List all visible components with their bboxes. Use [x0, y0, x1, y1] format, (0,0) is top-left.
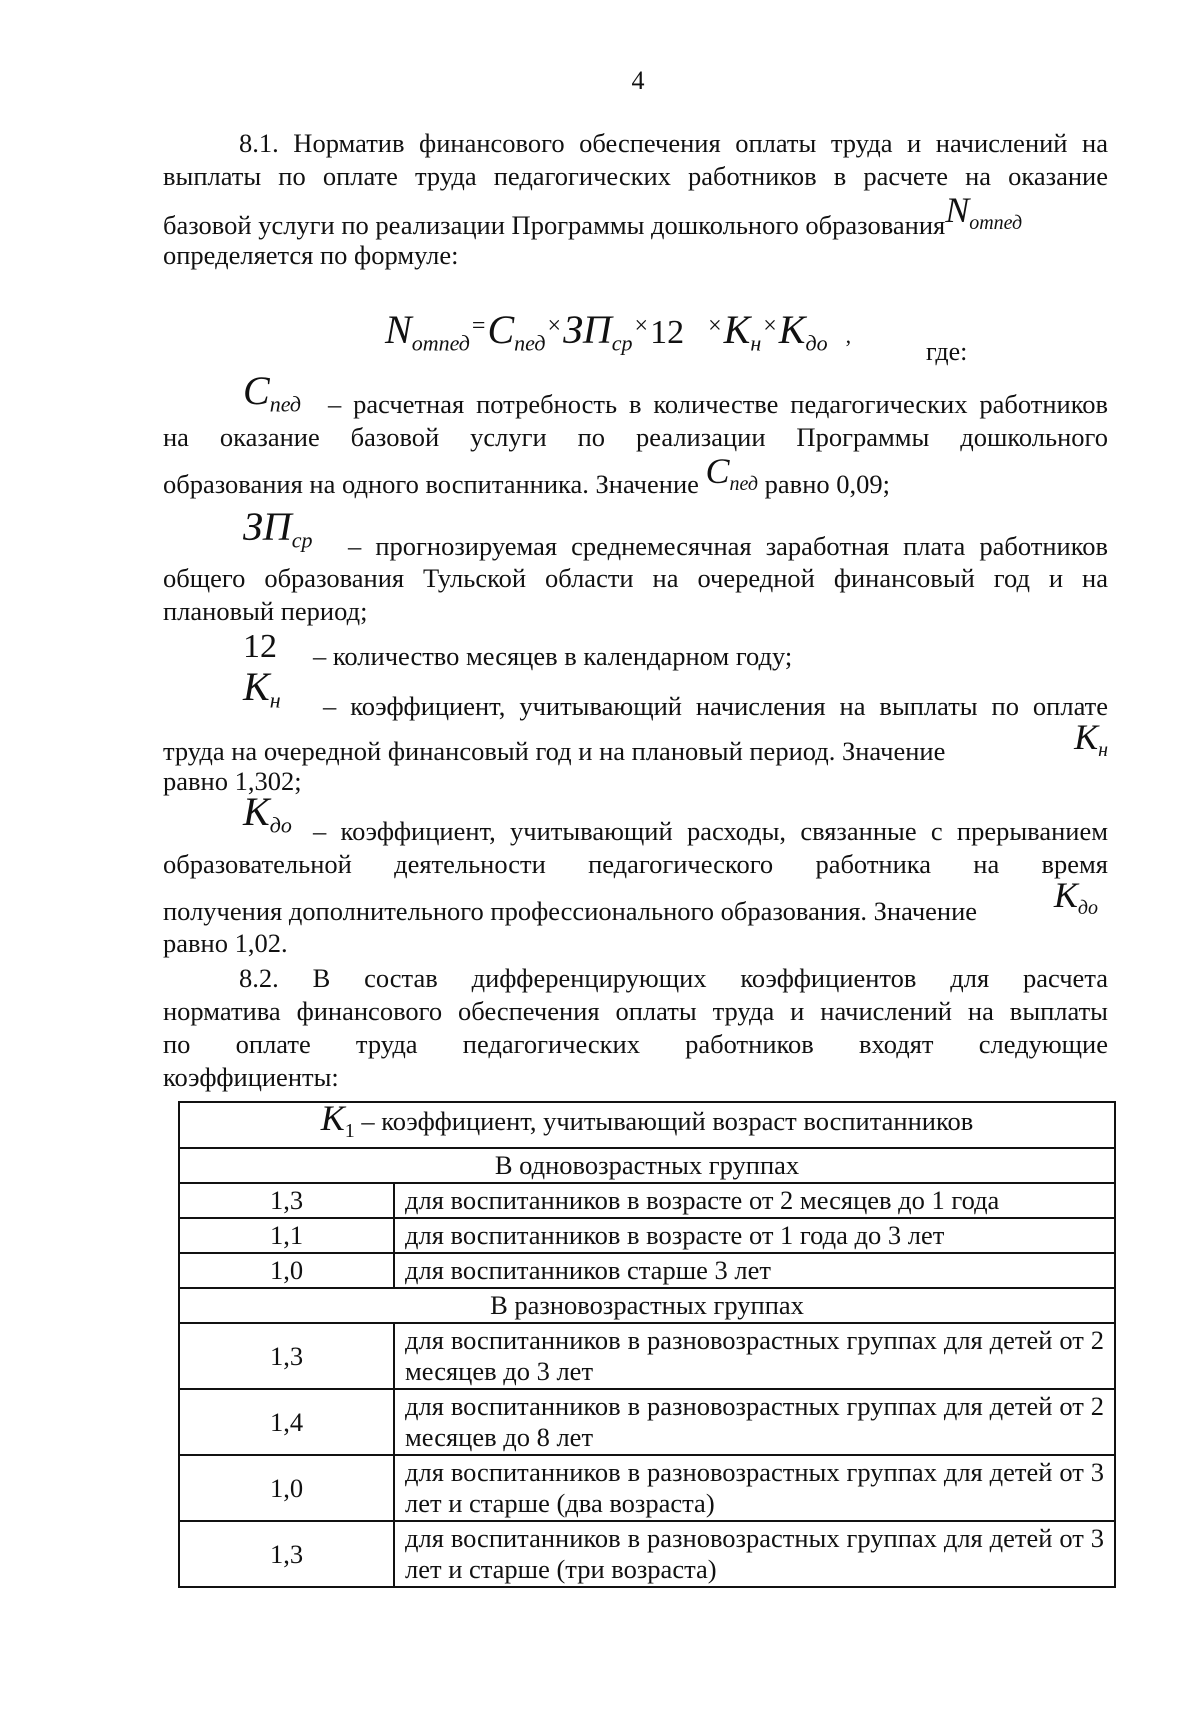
formula-n: $N_{отпед}$: [385, 307, 470, 356]
table-row: [179, 1183, 1115, 1218]
coef-desc: для воспитанников в возрасте от 1 года до 3 лет: [394, 1218, 1115, 1253]
def-kdo-line4: равно 1,02.: [163, 928, 288, 958]
p81-line3-text: базовой услуги по реализации Программы дошкольного образования: [163, 210, 946, 240]
table-row: [179, 1455, 1115, 1521]
gde-label: где:: [926, 337, 968, 366]
symbol-12: 12: [243, 628, 277, 665]
def-kdo-line2: образовательной деятельности педагогического работника на время: [163, 849, 1108, 879]
table-row: [179, 1389, 1115, 1455]
symbol-kdo-inline: $K_{до}$: [1053, 875, 1098, 919]
formula: $N_{отпед}^=C_{пед}^\times ЗП_{ср}^\times 12$ $^\times K_н^\times K_{до}$ ,: [385, 307, 852, 356]
coef-value: 1,1: [179, 1218, 394, 1253]
table-row: [179, 1323, 1115, 1389]
def-zp-line3: плановый период;: [163, 596, 368, 626]
page-number: 4: [631, 66, 645, 95]
coef-value: 1,0: [179, 1253, 394, 1288]
def-c-line1: $C_{пед}$ – расчетная потребность в количестве педагогических работников: [243, 368, 1108, 419]
def-c-line3: образования на одного воспитанника. Значение $C_{пед}$ равно 0,09;: [163, 451, 890, 499]
p81-line4: определяется по формуле:: [163, 240, 459, 270]
formula-kn: $K_н$: [723, 307, 762, 356]
def-kn-line2: труда на очередной финансовый год и на плановый период. Значение $K_н$: [163, 717, 1108, 766]
table-row: [179, 1218, 1115, 1253]
def-kn-line3: равно 1,302;: [163, 766, 302, 796]
coef-desc: для воспитанников в разновозрастных группах для детей от 3 лет и старше (два возраста): [394, 1455, 1115, 1521]
def-12-line1: 12 – количество месяцев в календарном году;: [243, 628, 793, 671]
symbol-k1: $K_1$: [320, 1098, 355, 1142]
symbol-c-ped-inline: $C_{пед}$: [705, 451, 759, 495]
coef-desc: для воспитанников в возрасте от 2 месяцев до 1 года: [394, 1183, 1115, 1218]
group1-title: В одновозрастных группах: [179, 1148, 1115, 1183]
def-kn-line1: $K_н$ – коэффициент, учитывающий начисления на выплаты по оплате: [243, 664, 1108, 721]
def-kdo-line1: $K_{до}$ – коэффициент, учитывающий расходы, связанные с прерыванием: [243, 789, 1108, 846]
symbol-c-ped: $C_{пед}$: [243, 368, 302, 417]
coef-value: 1,4: [179, 1389, 394, 1455]
coef-value: 1,0: [179, 1455, 394, 1521]
def-zp-line2: общего образования Тульской области на очередной финансовый год и на: [163, 563, 1108, 593]
def-zp-line1: $ЗП_{ср}$ – прогнозируемая среднемесячная заработная плата работников: [243, 504, 1108, 561]
coef-value: 1,3: [179, 1521, 394, 1587]
formula-zp: $ЗП_{ср}$: [563, 307, 633, 356]
table-header-row: [179, 1102, 1115, 1148]
coefficient-table: [178, 1098, 1116, 1588]
coef-value: 1,3: [179, 1183, 394, 1218]
formula-12: 12: [650, 314, 685, 351]
formula-c: $C_{пед}$: [487, 307, 546, 356]
coef-desc: для воспитанников в разновозрастных группах для детей от 2 месяцев до 3 лет: [394, 1323, 1115, 1389]
group2-title: В разновозрастных группах: [179, 1288, 1115, 1323]
def-c-line2: на оказание базовой услуги по реализации Программы дошкольного: [163, 422, 1108, 452]
coef-desc: для воспитанников в разновозрастных группах для детей от 3 лет и старше (три возраста): [394, 1521, 1115, 1587]
group1-title-row: [179, 1148, 1115, 1183]
table-header-cell: [179, 1098, 1115, 1148]
p82-line3: по оплате труда педагогических работников входят следующие: [163, 1029, 1108, 1059]
symbol-kn: $K_н$: [243, 664, 281, 713]
coef-desc: для воспитанников в разновозрастных группах для детей от 2 месяцев до 8 лет: [394, 1389, 1115, 1455]
coef-desc: для воспитанников старше 3 лет: [394, 1253, 1115, 1288]
p82-line4: коэффициенты:: [163, 1062, 339, 1092]
symbol-kdo: $K_{до}$: [243, 789, 292, 838]
table-row: [179, 1253, 1115, 1288]
def-kdo-line3: получения дополнительного профессионального образования. Значение $K_{до}$: [163, 875, 1098, 926]
p82-line2: норматива финансового обеспечения оплаты труда и начислений на выплаты: [163, 996, 1108, 1026]
coef-value: 1,3: [179, 1323, 394, 1389]
p82-line1: 8.2. В состав дифференцирующих коэффициентов для расчета: [239, 963, 1108, 993]
symbol-kn-inline: $K_н$: [1074, 717, 1108, 761]
group2-title-row: [179, 1288, 1115, 1323]
p81-line2: выплаты по оплате труда педагогических работников в расчете на оказание: [163, 161, 1108, 191]
formula-kdo: $K_{до}$: [778, 307, 828, 356]
table-header-text: – коэффициент, учитывающий возраст воспитанников: [361, 1106, 974, 1136]
formula-comma: ,: [845, 323, 852, 348]
table-row: [179, 1521, 1115, 1587]
symbol-n-otped: $N_{отпед}$: [945, 190, 1023, 234]
symbol-zp-sr: $ЗП_{ср}$: [243, 504, 313, 553]
p81-line1: 8.1. Норматив финансового обеспечения оплаты труда и начислений на: [239, 128, 1108, 158]
